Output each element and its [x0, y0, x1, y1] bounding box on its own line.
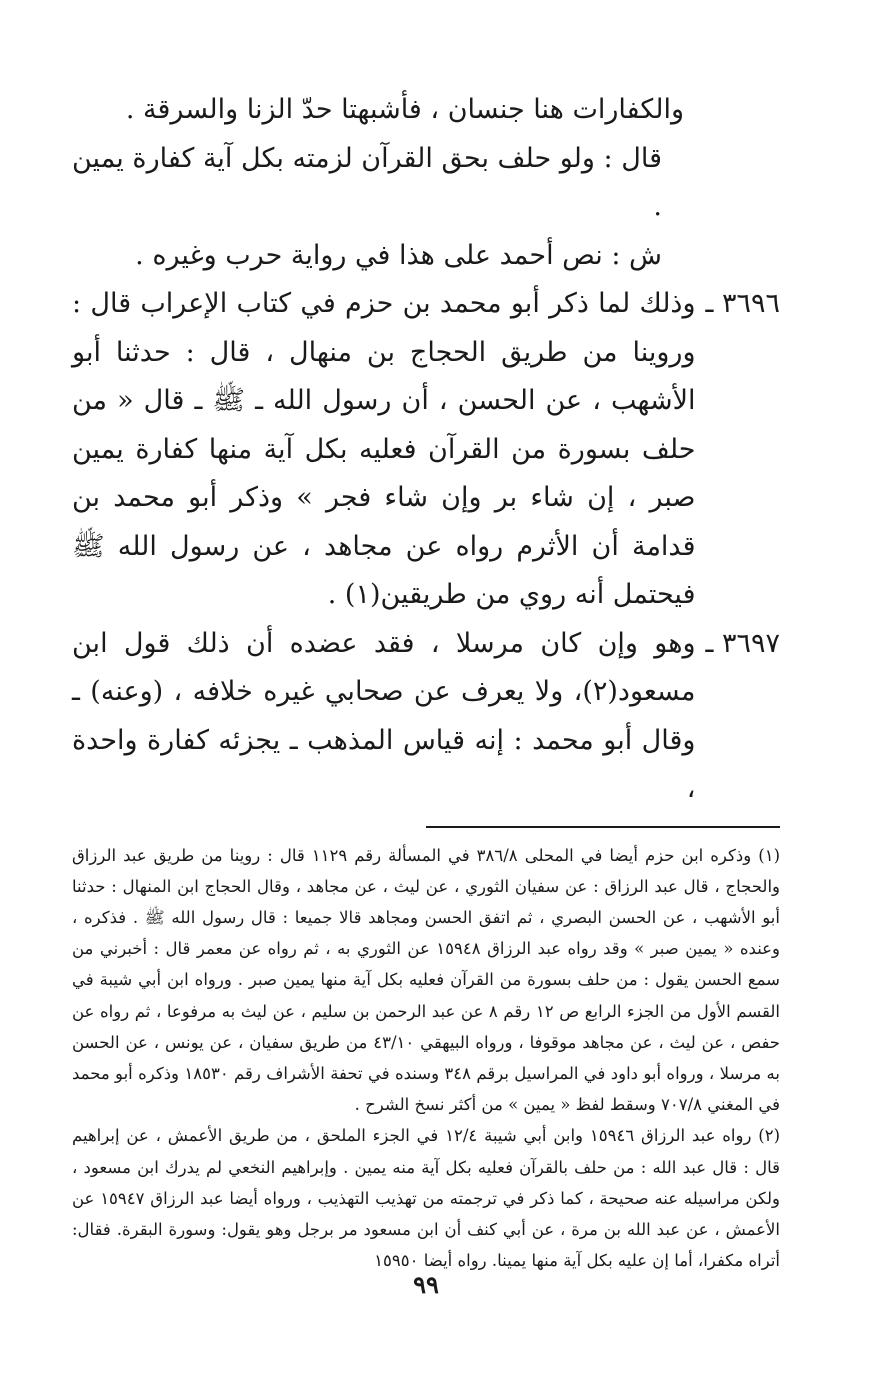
paragraph-3697	[72, 620, 780, 814]
footnote-separator	[426, 826, 780, 828]
footnotes	[72, 840, 780, 1277]
footnote-2: (٢) رواه عبد الرزاق ١٥٩٤٦ وابن أبي شيبة ١٢/٤ في الجزء الملحق ، من طريق الأعمش ، عن إبراهيم قال : قال عبد الله : من حلف بالقرآن فعليه بكل آية منه يمين . وإبراهيم النخعي لم يدرك ابن مسعود ، ولكن مراسيله عنه صحيحة ، كما ذكر في ترجمته من تهذيب التهذيب ، ورواه أيضا عبد الرزاق ١٥٩٤٧ عن الأعمش ، عن عبد الله بن مرة ، عن أبي كنف أن ابن مسعود مر برجل وهو يقول: وسورة البقرة. فقال: أتراه مكفرا، أما إن عليه بكل آية منها يمينا. رواه أيضا ١٥٩٥٠	[72, 1126, 780, 1271]
text-line-3: ش : نص أحمد على هذا في رواية حرب وغيره .	[135, 239, 662, 271]
text-line-1: والكفارات هنا جنسان ، فأشبهتا حدّ الزنا والسرقة .	[125, 94, 684, 125]
book-page	[72, 86, 780, 1336]
main-text	[72, 86, 780, 814]
paragraph-text: وهو وإن كان مرسلا ، فقد عضده أن ذلك قول ابن مسعود(٢)، ولا يعرف عن صحابي غيره خلافه ، (وعنه) ـ وقال أبو محمد : إنه قياس المذهب ـ يجزئه كفارة واحدة ،	[72, 627, 696, 804]
paragraph-3696	[72, 280, 780, 620]
footnote-1: (١) وذكره ابن حزم أيضا في المحلى ٣٨٦/٨ في المسألة رقم ١١٢٩ قال : روينا من طريق عبد الرزاق والحجاج ، قال عبد الرزاق : عن سفيان الثوري ، عن ليث ، عن مجاهد ، وقال الحجاج ابن المنهال : حدثنا أبو الأشهب ، عن الحسن البصري ، ثم اتفق الحسن ومجاهد قالا جميعا : قال رسول الله ﷺ . فذكره ، وعنده « يمين صبر » وقد رواه عبد الرزاق ١٥٩٤٨ عن الثوري به ، ثم رواه عن معمر قال : أخبرني من سمع الحسن يقول : من حلف بسورة من القرآن فعليه بكل آية منها يمين صبر . ورواه ابن أبي شيبة في القسم الأول من الجزء الرابع ص ١٢ رقم ٨ عن عبد الرحمن بن سليم ، عن ليث به مرفوعا ، ثم رواه عن حفص ، عن ليث ، عن مجاهد موقوفا ، ورواه البيهقي ٤٣/١٠ من طريق سفيان ، عن يونس ، عن الحسن به مرسلا ، ورواه أبو داود في المراسيل برقم ٣٤٨ وسنده في تحفة الأشراف رقم ١٨٥٣٠ وذكره أبو محمد في المغني ٧٠٧/٨ وسقط لفظ « يمين » من أكثر نسخ الشرح .	[72, 845, 781, 1115]
text-line-2: قال : ولو حلف بحق القرآن لزمته بكل آية كفارة يمين .	[72, 142, 662, 222]
paragraph-number: ٣٦٩٦ ـ	[705, 288, 780, 319]
page-number: ٩٩	[413, 1270, 439, 1299]
paragraph-text: وذلك لما ذكر أبو محمد بن حزم في كتاب الإعراب قال : وروينا من طريق الحجاج بن منهال ، قال : حدثنا أبو الأشهب ، عن الحسن ، أن رسول الله ـ ﷺ ـ قال « من حلف بسورة من القرآن فعليه بكل آية منها كفارة يمين صبر ، إن شاء بر وإن شاء فجر » وذكر أبو محمد بن قدامة أن الأثرم رواه عن مجاهد ، عن رسول الله ﷺ فيحتمل أنه روي من طريقين(١) .	[72, 288, 696, 610]
paragraph-number: ٣٦٩٧ ـ	[705, 627, 780, 659]
